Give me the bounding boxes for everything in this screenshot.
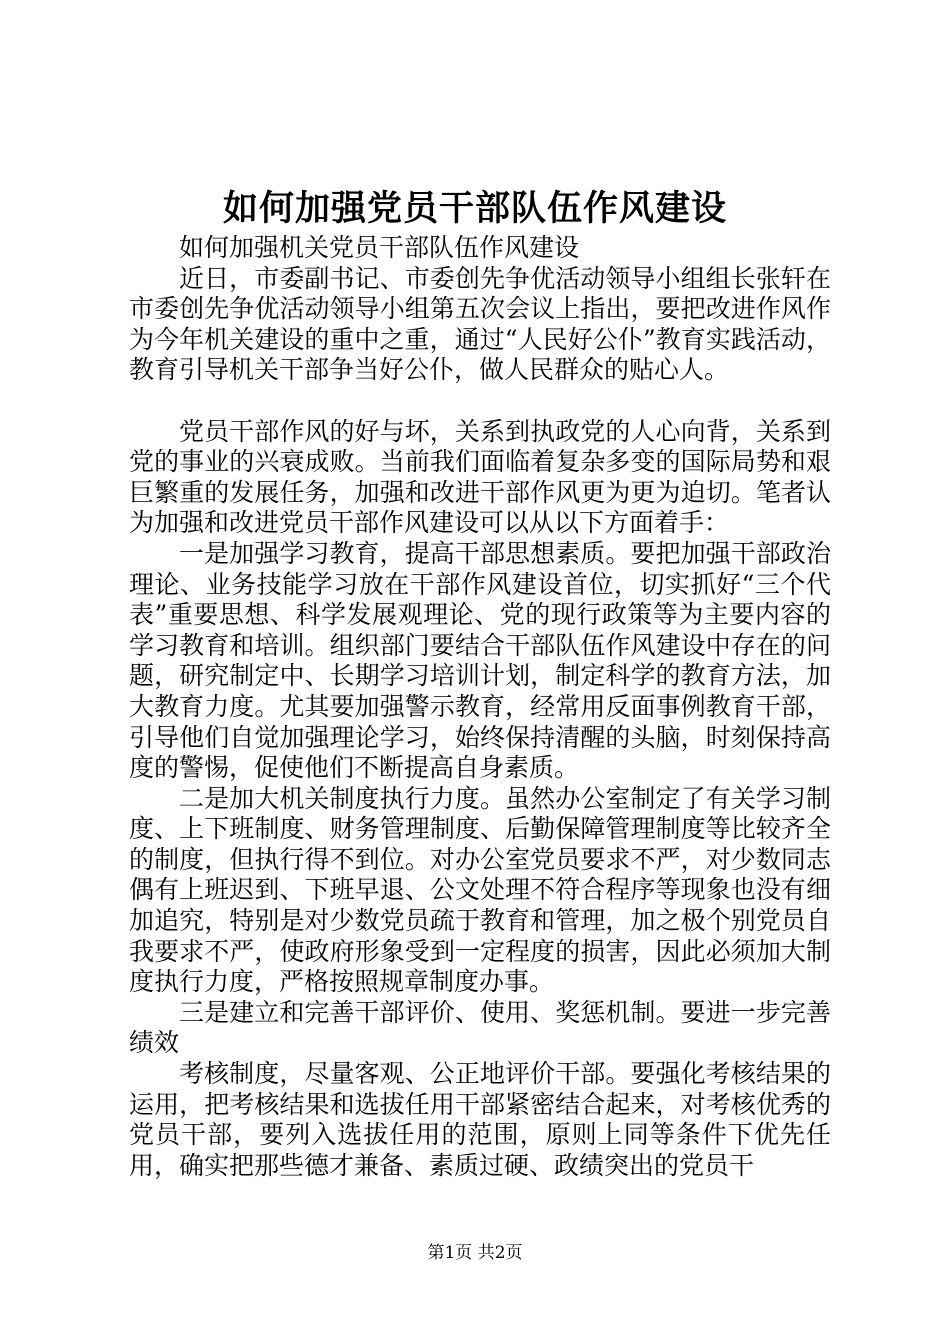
document-title: 如何加强党员干部队伍作风建设 (222, 188, 727, 229)
paragraph-point-three: 三是建立和完善干部评价、使用、奖惩机制。要进一步完善绩效 (129, 997, 831, 1058)
page-number: 第1页 共2页 (427, 1243, 523, 1263)
paragraph-overview: 党员干部作风的好与坏，关系到执政党的人心向背，关系到党的事业的兴衰成败。当前我们面临着复杂多变的国际局势和艰巨繁重的发展任务，加强和改进干部作风更为更为迫切。笔者认为加强和改进党员干部作风建设可以从以下方面着手： (129, 416, 831, 538)
paragraph-point-two: 二是加大机关制度执行力度。虽然办公室制定了有关学习制度、上下班制度、财务管理制度、后勤保障管理制度等比较齐全的制度，但执行得不到位。对办公室党员要求不严，对少数同志偶有上班迟到、下班早退、公文处理不符合程序等现象也没有细加追究，特别是对少数党员疏于教育和管理，加之极个别党员自我要求不严，使政府形象受到一定程度的损害，因此必须加大制度执行力度，严格按照规章制度办事。 (129, 783, 831, 997)
paragraph-point-three-continued: 考核制度，尽量客观、公正地评价干部。要强化考核结果的运用，把考核结果和选拔任用干部紧密结合起来，对考核优秀的党员干部，要列入选拔任用的范围，原则上同等条件下优先任用，确实把那些德才兼备、素质过硬、政绩突出的党员干 (129, 1059, 831, 1180)
paragraph-point-one: 一是加强学习教育，提高干部思想素质。要把加强干部政治理论、业务技能学习放在干部作风建设首位，切实抓好“三个代表”重要思想、科学发展观理论、党的现行政策等为主要内容的学习教育和培训。组织部门要结合干部队伍作风建设中存在的问题，研究制定中、长期学习培训计划，制定科学的教育方法，加大教育力度。尤其要加强警示教育，经常用反面事例教育干部，引导他们自觉加强理论学习，始终保持清醒的头脑，时刻保持高度的警惕，促使他们不断提高自身素质。 (129, 538, 831, 783)
paragraph-intro: 近日，市委副书记、市委创先争优活动领导小组组长张轩在市委创先争优活动领导小组第五次会议上指出，要把改进作风作为今年机关建设的重中之重，通过“人民好公仆”教育实践活动，教育引导机关干部争当好公仆，做人民群众的贴心人。 (129, 263, 831, 385)
document-body (129, 233, 831, 1181)
paragraph-subtitle: 如何加强机关党员干部队伍作风建设 (179, 233, 580, 262)
